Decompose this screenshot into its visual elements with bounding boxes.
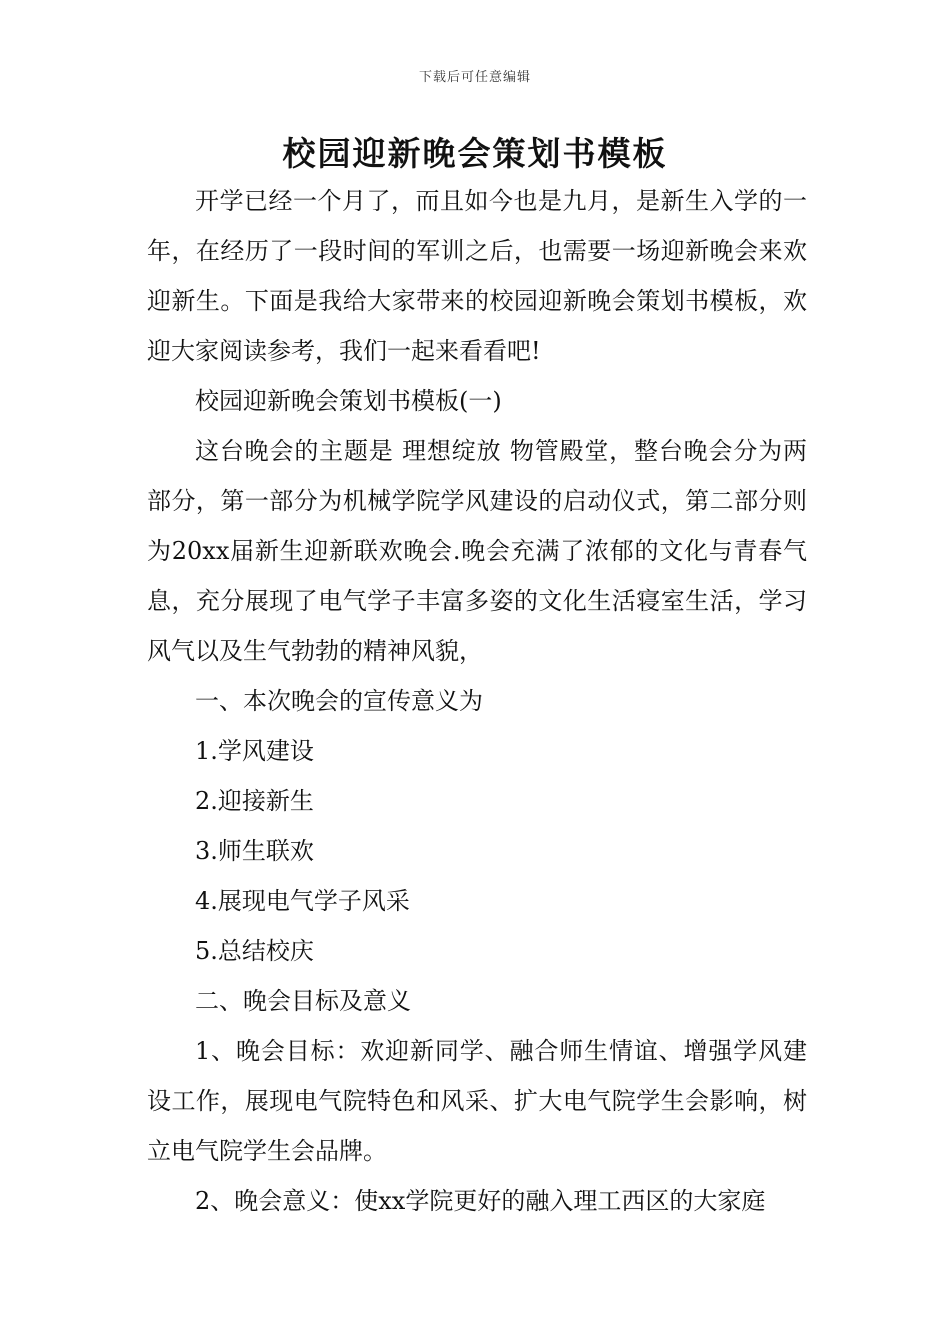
- paragraph-intro: 开学已经一个月了，而且如今也是九月，是新生入学的一年，在经历了一段时间的军训之后，也需要一场迎新晚会来欢迎新生。下面是我给大家带来的校园迎新晚会策划书模板，欢迎大家阅读参考，我们一起来看看吧!: [147, 187, 807, 365]
- list-item: 3.师生联欢: [195, 837, 314, 865]
- list-item: 2.迎接新生: [195, 787, 314, 815]
- section-heading-goals: 二、晚会目标及意义: [195, 987, 411, 1015]
- paragraph-theme: 这台晚会的主题是 理想绽放 物管殿堂，整台晚会分为两部分，第一部分为机械学院学风建设的启动仪式，第二部分则为20xx届新生迎新联欢晚会.晚会充满了浓郁的文化与青春气息，充分展现了电气学子丰富多姿的文化生活寝室生活，学习风气以及生气勃勃的精神风貌，: [147, 437, 807, 665]
- section-heading-template-one: 校园迎新晚会策划书模板(一): [195, 387, 502, 415]
- section-heading-publicity: 一、本次晚会的宣传意义为: [195, 687, 483, 715]
- document-title: 校园迎新晚会策划书模板: [282, 134, 668, 173]
- list-item: 5.总结校庆: [195, 937, 314, 965]
- paragraph-significance: 2、晚会意义：使xx学院更好的融入理工西区的大家庭: [195, 1187, 766, 1215]
- paragraph-goal: 1、晚会目标：欢迎新同学、融合师生情谊、增强学风建设工作，展现电气院特色和风采、扩大电气院学生会影响，树立电气院学生会品牌。: [147, 1037, 807, 1165]
- list-item: 1.学风建设: [195, 737, 314, 765]
- list-item: 4.展现电气学子风采: [195, 887, 410, 915]
- document-body: [147, 176, 807, 1226]
- header-note: 下载后可任意编辑: [418, 70, 531, 85]
